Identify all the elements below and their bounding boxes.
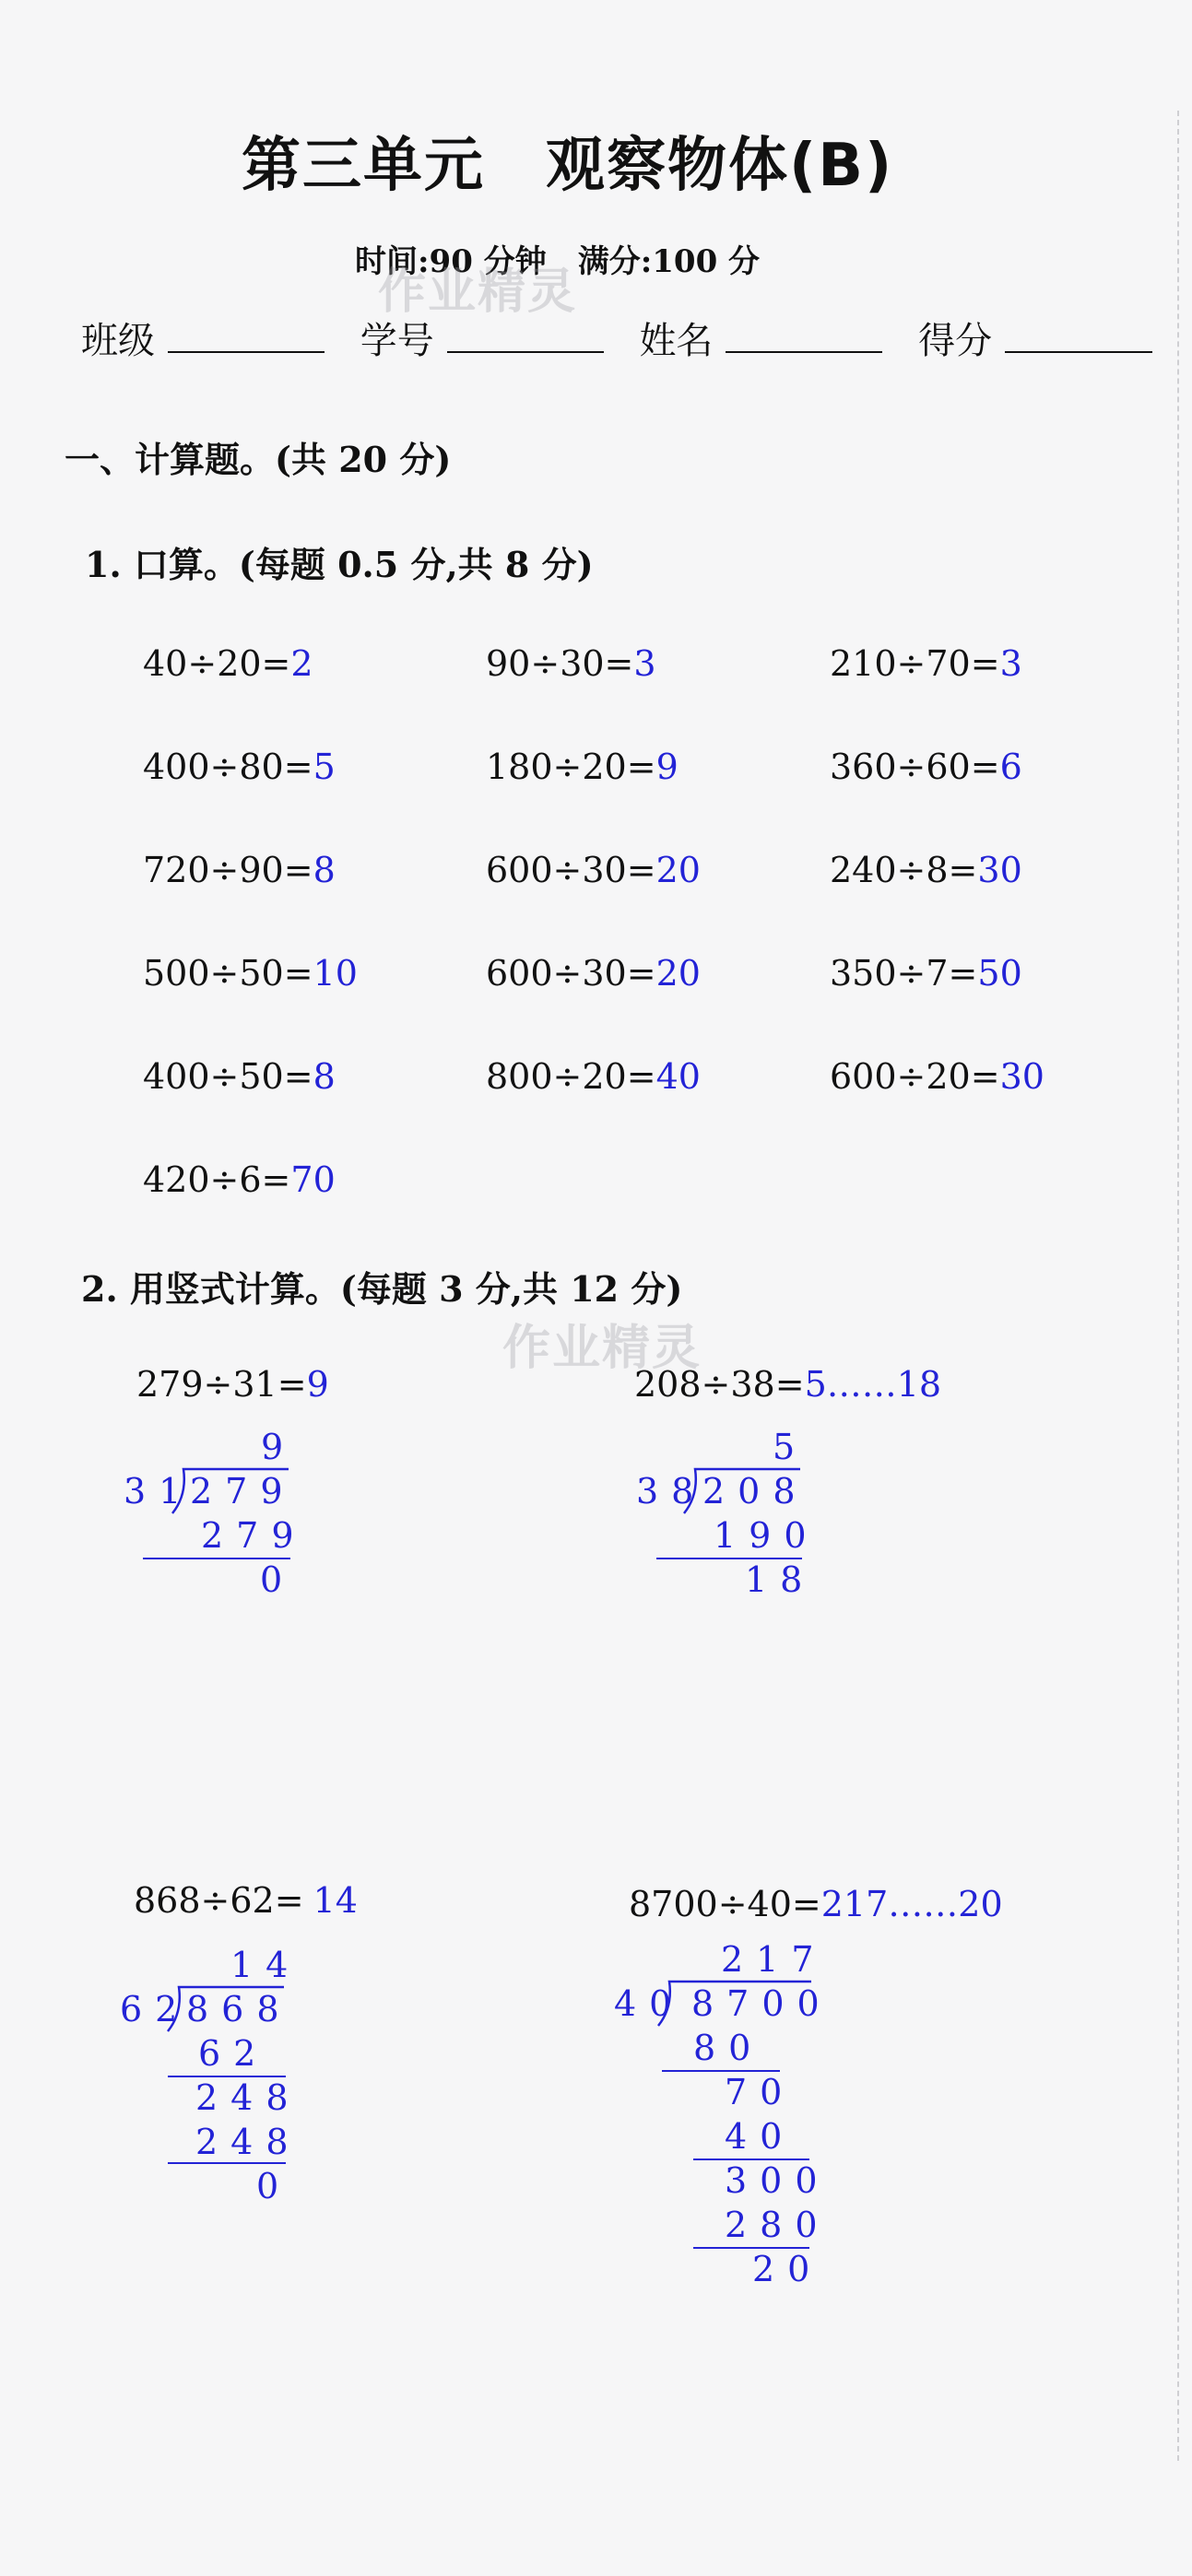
score-label: 得分: [918, 320, 993, 362]
work-step: 80: [693, 2028, 764, 2068]
oral-item: 600÷20=30: [830, 1056, 1044, 1097]
work-step: 248: [195, 2077, 301, 2118]
oral-item: 600÷30=20: [486, 850, 701, 890]
class-field[interactable]: [168, 323, 325, 353]
q2-heading: 2. 用竖式计算。(每题 3 分,共 12 分): [81, 1268, 683, 1310]
remainder: 18: [745, 1559, 816, 1600]
oral-item: 90÷30=3: [486, 643, 656, 684]
remainder: 0: [256, 2166, 292, 2206]
vertical-problem-expr: 279÷31=9: [136, 1364, 329, 1405]
work-step: 300: [725, 2160, 831, 2201]
watermark: 作业精灵: [378, 265, 578, 320]
oral-item: 600÷30=20: [486, 953, 701, 994]
id-field[interactable]: [447, 323, 604, 353]
quotient: 217: [721, 1939, 827, 1980]
dividend: 868: [186, 1989, 292, 2029]
name-label: 姓名: [639, 320, 714, 362]
divisor: 62: [120, 1989, 191, 2029]
work-step: 280: [725, 2205, 831, 2245]
exam-time-score: 时间:90 分钟 满分:100 分: [355, 243, 761, 280]
q1-heading: 1. 口算。(每题 0.5 分,共 8 分): [85, 544, 594, 585]
work-step: 62: [198, 2033, 269, 2074]
remainder: 0: [260, 1559, 296, 1600]
oral-item: 720÷90=8: [143, 850, 336, 890]
work-step: 248: [195, 2122, 301, 2162]
quotient: 5: [773, 1427, 808, 1467]
subtraction-line: [168, 2162, 286, 2164]
divisor: 31: [124, 1471, 195, 1511]
id-label: 学号: [360, 320, 434, 362]
vertical-problem-expr: 868÷62= 14: [134, 1880, 358, 1921]
quotient: 14: [230, 1945, 301, 1985]
section-heading: 一、计算题。(共 20 分): [65, 439, 452, 480]
oral-item: 240÷8=30: [830, 850, 1022, 890]
page-edge: [1177, 111, 1179, 2461]
watermark: 作业精灵: [502, 1321, 702, 1376]
work-step: 40: [725, 2116, 796, 2157]
vertical-problem-expr: 208÷38=5……18: [634, 1364, 942, 1405]
student-info-row: [81, 312, 1152, 364]
class-label: 班级: [81, 320, 155, 362]
divisor: 38: [636, 1471, 707, 1511]
oral-item: 180÷20=9: [486, 747, 679, 787]
page-title: 第三单元 观察物体(B): [242, 132, 894, 200]
score-field[interactable]: [1005, 323, 1152, 353]
work-step: 190: [714, 1515, 820, 1556]
remainder: 20: [752, 2249, 823, 2289]
divisor: 40: [614, 1983, 685, 2024]
oral-item: 40÷20=2: [143, 643, 313, 684]
dividend: 8700: [691, 1983, 832, 2024]
work-step: 279: [201, 1515, 307, 1556]
dividend: 279: [190, 1471, 296, 1511]
vertical-problem-expr: 8700÷40=217……20: [629, 1884, 1003, 1924]
name-field[interactable]: [726, 323, 882, 353]
oral-item: 500÷50=10: [143, 953, 358, 994]
oral-item: 210÷70=3: [830, 643, 1022, 684]
oral-item: 420÷6=70: [143, 1159, 336, 1200]
oral-item: 400÷80=5: [143, 747, 336, 787]
oral-item: 360÷60=6: [830, 747, 1022, 787]
oral-item: 400÷50=8: [143, 1056, 336, 1097]
work-step: 70: [725, 2072, 796, 2112]
quotient: 9: [261, 1427, 297, 1467]
dividend: 208: [702, 1471, 808, 1511]
oral-item: 800÷20=40: [486, 1056, 701, 1097]
oral-item: 350÷7=50: [830, 953, 1022, 994]
